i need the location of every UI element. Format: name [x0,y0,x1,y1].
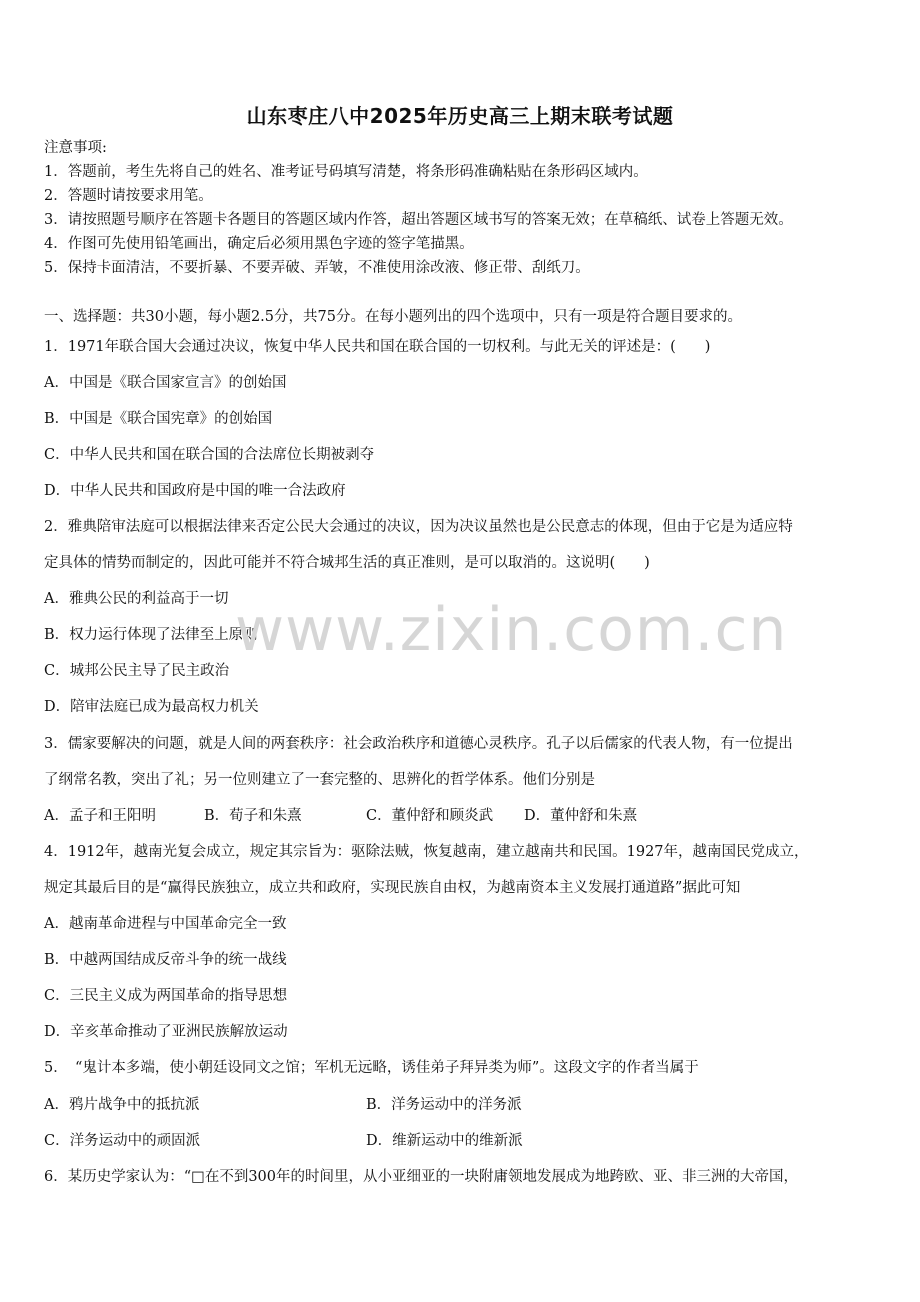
question-5-option-b: B．洋务运动中的洋务派 [366,1097,522,1113]
question-3-option-a: A．孟子和王阳明 [44,808,156,824]
question-1-option-a: A．中国是《联合国家宣言》的创始国 [44,375,287,391]
question-2-option-d: D．陪审法庭已成为最高权力机关 [44,699,259,715]
question-4-option-d: D．辛亥革命推动了亚洲民族解放运动 [44,1024,288,1040]
notice-item: 1．答题前，考生先将自己的姓名、准考证号码填写清楚，将条形码准确粘贴在条形码区域内。 [44,164,648,180]
question-2-option-a: A．雅典公民的利益高于一切 [44,591,229,607]
question-4-option-c: C．三民主义成为两国革命的指导思想 [44,988,288,1004]
question-6-stem: 6．某历史学家认为：“□在不到300年的时间里，从小亚细亚的一块附庸领地发展成为地跨欧、亚、非三洲的大帝国， [44,1169,799,1185]
watermark: www.zixin.com.cn [235,595,788,665]
question-4-stem-line2: 规定其最后目的是“赢得民族独立，成立共和政府，实现民族自由权，为越南资本主义发展打通道路”据此可知 [44,880,741,896]
question-5-option-d: D．维新运动中的维新派 [366,1133,523,1149]
notice-heading: 注意事项: [44,140,107,156]
question-3-option-b: B．荀子和朱熹 [204,808,302,824]
question-1-option-b: B．中国是《联合国宪章》的创始国 [44,411,273,427]
question-3-stem-line1: 3．儒家要解决的问题，就是人间的两套秩序：社会政治秩序和道德心灵秩序。孔子以后儒家的代表人物，有一位提出 [44,736,793,752]
question-2-stem-line1: 2．雅典陪审法庭可以根据法律来否定公民大会通过的决议，因为决议虽然也是公民意志的体现，但由于它是为适应特 [44,519,793,535]
notice-item: 3．请按照题号顺序在答题卡各题目的答题区域内作答，超出答题区域书写的答案无效；在草稿纸、试卷上答题无效。 [44,212,793,228]
question-1-option-c: C．中华人民共和国在联合国的合法席位长期被剥夺 [44,447,375,463]
question-4-option-b: B．中越两国结成反帝斗争的统一战线 [44,952,287,968]
question-5-option-c: C．洋务运动中的顽固派 [44,1133,201,1149]
question-5-option-a: A．鸦片战争中的抵抗派 [44,1097,200,1113]
question-2-option-b: B．权力运行体现了法律至上原则 [44,627,258,643]
notice-item: 4．作图可先使用铅笔画出，确定后必须用黑色字迹的签字笔描黑。 [44,236,474,252]
question-3-option-c: C．董仲舒和顾炎武 [366,808,494,824]
question-5-stem: 5． “鬼计本多端，使小朝廷设同文之馆；军机无远略，诱佳弟子拜异类为师”。这段文字的作者当属于 [44,1060,699,1076]
question-2-option-c: C．城邦公民主导了民主政治 [44,663,230,679]
section-header: 一、选择题：共30小题，每小题2.5分，共75分。在每小题列出的四个选项中，只有一项是符合题目要求的。 [44,309,742,325]
page-title: 山东枣庄八中2025年历史高三上期末联考试题 [246,104,674,128]
question-3-stem-line2: 了纲常名教，突出了礼；另一位则建立了一套完整的、思辨化的哲学体系。他们分别是 [44,772,595,788]
question-2-stem-line2: 定具体的情势而制定的，因此可能并不符合城邦生活的真正准则，是可以取消的。这说明( ) [44,555,650,571]
notice-item: 5．保持卡面清洁，不要折暴、不要弄破、弄皱，不准使用涂改液、修正带、刮纸刀。 [44,260,590,276]
notice-item: 2．答题时请按要求用笔。 [44,188,213,204]
question-4-option-a: A．越南革命进程与中国革命完全一致 [44,916,287,932]
question-3-option-d: D．董仲舒和朱熹 [524,808,638,824]
question-1-option-d: D．中华人民共和国政府是中国的唯一合法政府 [44,483,346,499]
question-1-stem: 1．1971年联合国大会通过决议，恢复中华人民共和国在联合国的一切权利。与此无关的评述是：( ) [44,339,711,355]
question-4-stem-line1: 4．1912年，越南光复会成立，规定其宗旨为：驱除法贼，恢复越南，建立越南共和民国。1927年，越南国民党成立， [44,844,809,860]
